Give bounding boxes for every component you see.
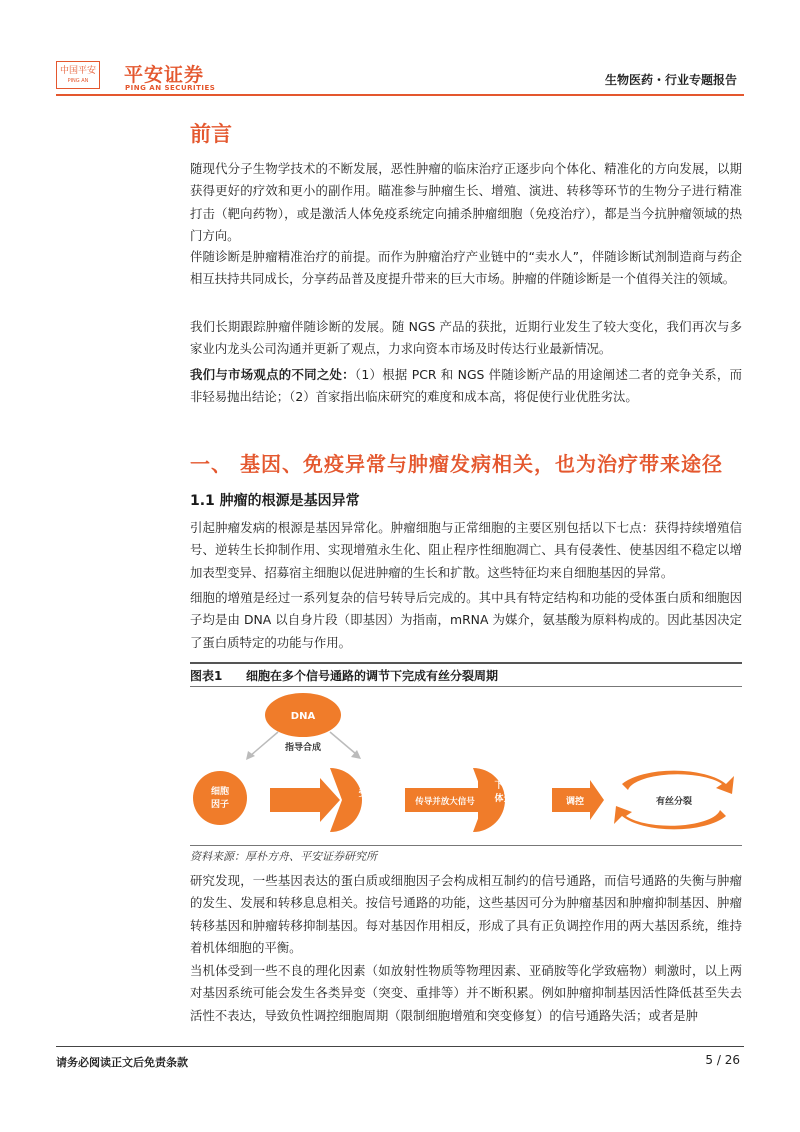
market-view-text: （1）根据 PCR 和 NGS 伴随诊断产品的用途阐述二者的竞争关系，而非轻易抛出结论；（2）首家指出临床研究的难度和成本高，将促使行业优胜劣汰。 xyxy=(190,367,743,405)
receptor-label-2: 白质 xyxy=(362,802,382,812)
logo-text: 中国平安 xyxy=(59,66,96,76)
downstream-label-2: 体蛋白 xyxy=(494,794,522,804)
brand-name-cn: 平安证券 xyxy=(124,64,205,86)
figure-title-rule xyxy=(190,686,742,687)
body-paragraph-2: 当机体受到一些不良的理化因素（如放射性物质等物理因素、亚硝胺等化学致癌物）刺激时，以上两对基因系统可能会发生各类异变（突变、重排等）并不断积累。例如肿瘤抑制基因活性降低甚至失去活性不表达，导致负性调控细胞周期（限制细胞增殖和突变修复）的信号通路失活；或者是肿 xyxy=(190,963,742,1023)
signal-pathway-diagram xyxy=(190,688,742,843)
figure-title: 细胞在多个信号通路的调节下完成有丝分裂周期 xyxy=(246,669,499,683)
figure-bottom-rule xyxy=(190,845,742,846)
transduce-label: 传导并放大信号 xyxy=(415,797,475,807)
preface-paragraph-1: 随现代分子生物学技术的不断发展，恶性肿瘤的临床治疗正逐步向个体化、精准化的方向发展，以期获得更好的疗效和更小的副作用。瞄准参与肿瘤生长、增殖、演进、转移等环节的生物分子进行精准打击（靶向药物），或是激活人体免疫系统定向捕杀肿瘤细胞（免疫治疗），都是当今抗肿瘤领域的热门方向。 xyxy=(190,161,742,243)
mitosis-label: 有丝分裂 xyxy=(655,797,693,807)
market-view-lead: 我们与市场观点的不同之处： xyxy=(190,367,355,382)
brand-name-en: PING AN SECURITIES xyxy=(125,84,216,92)
footer-divider xyxy=(56,1046,744,1047)
preface-paragraph-3: 我们长期跟踪肿瘤伴随诊断的发展。随 NGS 产品的获批，近期行业发生了较大变化，我们再次与多家业内龙头公司沟通并更新了观点，力求向资本市场及时传达行业最新情况。 xyxy=(190,319,742,357)
report-type: 生物医药・行业专题报告 xyxy=(604,73,737,87)
downstream-label-1: 下游受 xyxy=(494,781,522,791)
footer-disclaimer: 请务必阅读正文后免责条款 xyxy=(56,1056,188,1069)
cytokine-node xyxy=(193,771,247,825)
regulate-label: 调控 xyxy=(565,797,585,807)
mitosis-cycle-top xyxy=(622,771,734,794)
guide-label: 指导合成 xyxy=(284,743,322,753)
body-paragraph-1: 研究发现，一些基因表达的蛋白质或细胞因子会构成相互制约的信号通路，而信号通路的失衡与肿瘤的发生、发展和转移息息相关。按信号通路的功能，这些基因可分为肿瘤基因和肿瘤抑制基因、肿瘤转移基因和肿瘤转移抑制基因。每对基因作用相反，形成了具有正负调控作用的两大基因系统，维持着机体细胞的平衡。 xyxy=(190,873,742,955)
figure-source: 资料来源：厚朴方舟、平安证券研究所 xyxy=(190,850,377,863)
company-logo xyxy=(56,61,100,89)
market-view-paragraph xyxy=(190,364,742,409)
guide-arrow-right xyxy=(330,732,356,754)
dna-label: DNA xyxy=(290,711,316,722)
header-divider xyxy=(56,94,744,96)
figure-label: 图表1 xyxy=(190,669,223,683)
logo-subtext: PING AN xyxy=(67,78,89,84)
cytokine-label-1: 细胞 xyxy=(210,787,230,797)
chapter-title: 一、 基因、免疫异常与肿瘤发病相关，也为治疗带来途径 xyxy=(190,452,723,476)
page-number: 5 / 26 xyxy=(705,1053,740,1067)
figure-top-rule xyxy=(190,662,742,664)
chapter-paragraph-1: 引起肿瘤发病的根源是基因异常化。肿瘤细胞与正常细胞的主要区别包括以下七点：获得持续增殖信号、逆转生长抑制作用、实现增殖永生化、阻止程序性细胞凋亡、具有侵袭性、使基因组不稳定以增加表型变异、招募宿主细胞以促进肿瘤的生长和扩散。这些特征均来自细胞基因的异常。 xyxy=(190,520,742,580)
cytokine-label-2: 因子 xyxy=(210,800,230,810)
preface-paragraph-2: 伴随诊断是肿瘤精准治疗的前提。而作为肿瘤治疗产业链中的“卖水人”，伴随诊断试剂制造商与药企相互扶持共同成长，分享药品普及度提升带来的巨大市场。肿瘤的伴随诊断是一个值得关注的领域。 xyxy=(190,249,742,287)
cytokine-arrow xyxy=(270,778,340,822)
guide-arrow-left xyxy=(250,732,278,756)
downstream-label-3: 质 xyxy=(503,807,513,817)
receptor-label-1: 受体蛋 xyxy=(358,789,386,799)
chapter-paragraph-2: 细胞的增殖是经过一系列复杂的信号转导后完成的。其中具有特定结构和功能的受体蛋白质和细胞因子均是由 DNA 以自身片段（即基因）为指南，mRNA 为媒介，氨基酸为原料构成的。因此基因决定了蛋白质特定的功能与作用。 xyxy=(190,590,742,650)
preface-title: 前言 xyxy=(190,122,232,146)
mitosis-cycle-bottom xyxy=(614,806,726,829)
section-title: 1.1 肿瘤的根源是基因异常 xyxy=(190,493,360,509)
